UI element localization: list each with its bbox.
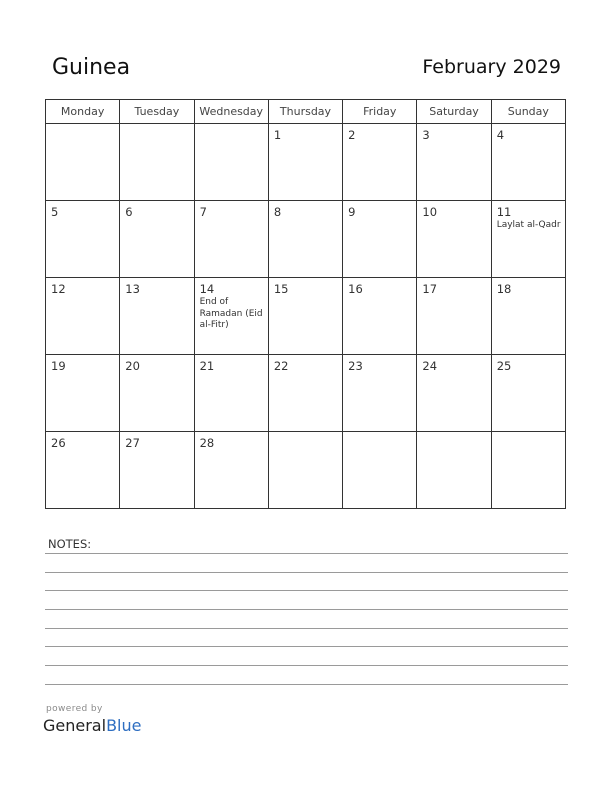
- day-cell: [120, 124, 194, 201]
- day-number: 21: [199, 359, 215, 373]
- day-cell: [120, 355, 194, 432]
- weekday-header: Tuesday: [120, 100, 194, 124]
- day-cell: [491, 355, 565, 432]
- day-cell: [120, 278, 194, 355]
- day-number: 11: [496, 205, 512, 219]
- day-cell: [46, 201, 120, 278]
- day-number: 18: [496, 282, 512, 296]
- week-row: [46, 278, 566, 355]
- day-cell: [194, 355, 268, 432]
- weekday-header: Sunday: [491, 100, 565, 124]
- day-cell: [491, 432, 565, 509]
- day-number: 1: [273, 128, 282, 142]
- day-cell: [343, 124, 417, 201]
- holiday-event: Laylat al-Qadr: [496, 220, 561, 230]
- note-line: [45, 572, 568, 573]
- day-number: 10: [422, 205, 438, 219]
- day-number: 13: [125, 282, 140, 296]
- day-number: 4: [496, 128, 505, 142]
- weekday-header: Saturday: [417, 100, 491, 124]
- day-number: 22: [273, 359, 289, 373]
- day-number: 2: [348, 128, 356, 142]
- day-cell: [268, 124, 342, 201]
- day-cell: [343, 201, 417, 278]
- note-line: [45, 646, 568, 647]
- day-cell: [268, 201, 342, 278]
- day-cell: [343, 278, 417, 355]
- day-cell: [268, 278, 342, 355]
- day-number: 6: [125, 205, 133, 219]
- day-number: 17: [422, 282, 438, 296]
- week-row: [46, 355, 566, 432]
- weekday-header: Monday: [46, 100, 120, 124]
- note-line: [45, 684, 568, 685]
- weekday-header: Thursday: [268, 100, 342, 124]
- note-line: [45, 609, 568, 610]
- day-cell: [491, 278, 565, 355]
- day-number: 8: [273, 205, 282, 219]
- day-cell: [343, 432, 417, 509]
- week-row: [46, 124, 566, 201]
- day-cell: [417, 124, 491, 201]
- day-number: 26: [51, 436, 66, 450]
- day-number: 24: [422, 359, 438, 373]
- day-number: 14: [199, 282, 215, 296]
- day-number: 23: [348, 359, 363, 373]
- day-cell: [46, 355, 120, 432]
- day-cell: [46, 432, 120, 509]
- day-cell: [46, 278, 120, 355]
- day-cell: [491, 201, 565, 278]
- weekday-header-row: [46, 100, 566, 124]
- day-cell: [268, 432, 342, 509]
- month-year-title: February 2029: [422, 56, 561, 78]
- day-number: 28: [199, 436, 215, 450]
- day-number: 3: [422, 128, 430, 142]
- day-cell: [343, 355, 417, 432]
- day-cell: [46, 124, 120, 201]
- day-cell: [194, 201, 268, 278]
- note-line: [45, 628, 568, 629]
- day-number: 25: [496, 359, 512, 373]
- powered-by-text: powered by: [46, 704, 103, 714]
- day-number: 15: [273, 282, 289, 296]
- day-cell: [194, 432, 268, 509]
- day-cell: [194, 278, 268, 355]
- day-number: 12: [51, 282, 66, 296]
- day-number: 27: [125, 436, 140, 450]
- brand-name-part2: Blue: [106, 716, 142, 735]
- week-row: [46, 201, 566, 278]
- day-number: 19: [51, 359, 66, 373]
- day-cell: [417, 432, 491, 509]
- day-cell: [417, 355, 491, 432]
- day-number: 7: [199, 205, 207, 219]
- day-number: 9: [348, 205, 356, 219]
- day-cell: [120, 432, 194, 509]
- weekday-header: Friday: [343, 100, 417, 124]
- day-cell: [417, 278, 491, 355]
- calendar-grid: [45, 99, 566, 509]
- brand-name-part1: General: [43, 716, 107, 735]
- country-title: Guinea: [52, 55, 131, 80]
- day-number: 20: [125, 359, 140, 373]
- day-cell: [268, 355, 342, 432]
- brand-logo: [43, 716, 141, 735]
- note-line: [45, 665, 568, 666]
- week-row: [46, 432, 566, 509]
- day-cell: [120, 201, 194, 278]
- day-cell: [417, 201, 491, 278]
- day-number: 5: [51, 205, 59, 219]
- day-cell: [194, 124, 268, 201]
- notes-label: NOTES:: [48, 537, 92, 551]
- note-line: [45, 590, 568, 591]
- day-cell: [491, 124, 565, 201]
- day-number: 16: [348, 282, 363, 296]
- note-line: [45, 553, 568, 554]
- weekday-header: Wednesday: [194, 100, 268, 124]
- holiday-event: End of Ramadan (Eid al-Fitr): [199, 297, 263, 330]
